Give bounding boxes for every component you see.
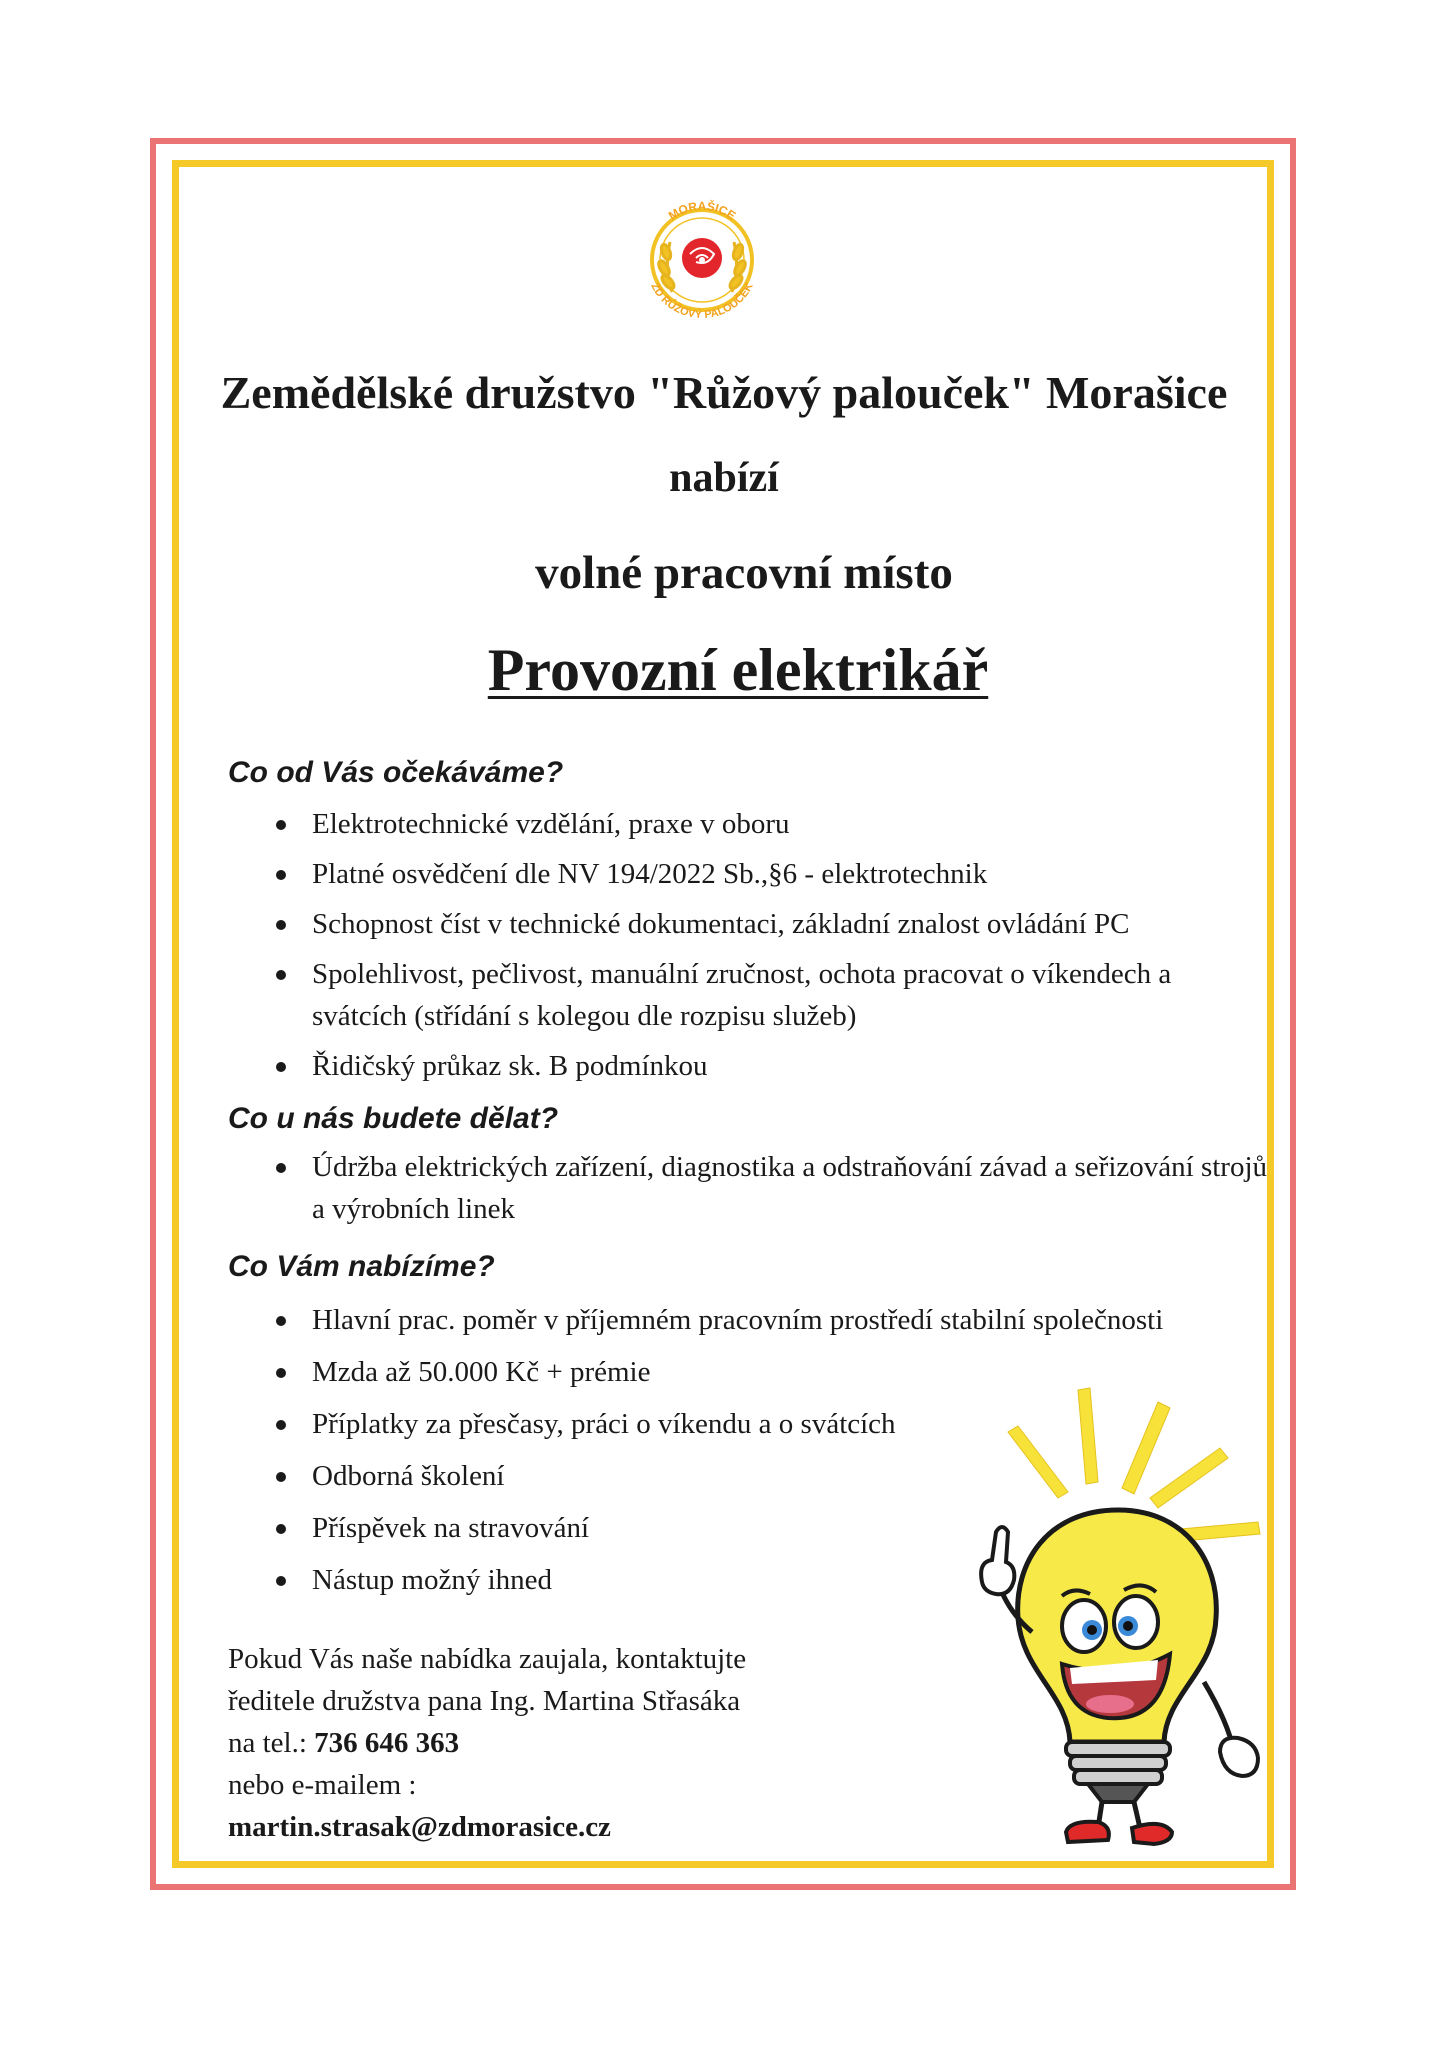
lightbulb-mascot-icon — [958, 1382, 1278, 1852]
expectations-list — [270, 803, 1280, 1087]
cooperative-logo — [624, 180, 780, 336]
organization-name: Zemědělské družstvo "Růžový palouček" Morašice — [220, 367, 1228, 418]
section-heading-benefits: Co Vám nabízíme? — [228, 1250, 495, 1283]
position-type: volné pracovní místo — [535, 547, 953, 599]
phone-line — [228, 1722, 746, 1764]
phone-prefix: na tel.: — [228, 1727, 315, 1759]
list-item: Platné osvědčení dle NV 194/2022 Sb.,§6 - elektrotechnik — [270, 853, 1280, 895]
list-item: Příplatky za přesčasy, práci o víkendu a o svátcích — [270, 1403, 1280, 1445]
rose-icon — [682, 238, 722, 278]
email-address[interactable]: martin.strasak@zdmorasice.cz — [228, 1811, 611, 1843]
contact-block — [228, 1638, 746, 1848]
svg-text:MORAŠICE: MORAŠICE — [665, 198, 739, 223]
list-item: Spolehlivost, pečlivost, manuální zručnost, ochota pracovat o víkendech a svátcích (střídání s kolegou dle rozpisu služeb) — [270, 953, 1280, 1037]
email-prefix: nebo e-mailem : — [228, 1769, 417, 1801]
list-item: Údržba elektrických zařízení, diagnostika a odstraňování závad a seřizování strojů a výrobních linek — [270, 1146, 1280, 1230]
duties-list — [270, 1146, 1280, 1230]
list-item: Příspěvek na stravování — [270, 1507, 1280, 1549]
phone-number[interactable]: 736 646 363 — [314, 1727, 460, 1759]
section-heading-duties: Co u nás budete dělat? — [228, 1102, 559, 1135]
list-item: Mzda až 50.000 Kč + prémie — [270, 1351, 1280, 1393]
list-item: Hlavní prac. poměr v příjemném pracovním prostředí stabilní společnosti — [270, 1299, 1280, 1341]
section-heading-expectations: Co od Vás očekáváme? — [228, 756, 564, 789]
offers-label: nabízí — [669, 455, 779, 501]
contact-line: ředitele družstva pana Ing. Martina Střasáka — [228, 1685, 741, 1717]
contact-line: Pokud Vás naše nabídka zaujala, kontaktujte — [228, 1643, 747, 1675]
list-item: Schopnost číst v technické dokumentaci, základní znalost ovládání PC — [270, 903, 1280, 945]
job-title: Provozní elektrikář — [487, 637, 989, 703]
list-item: Elektrotechnické vzdělání, praxe v oboru — [270, 803, 1280, 845]
list-item: Řidičský průkaz sk. B podmínkou — [270, 1045, 1280, 1087]
list-item: Odborná školení — [270, 1455, 1280, 1497]
list-item: Nástup možný ihned — [270, 1559, 1280, 1601]
svg-text:ZD RŮŽOVÝ PALOUČEK: ZD RŮŽOVÝ PALOUČEK — [648, 281, 756, 322]
